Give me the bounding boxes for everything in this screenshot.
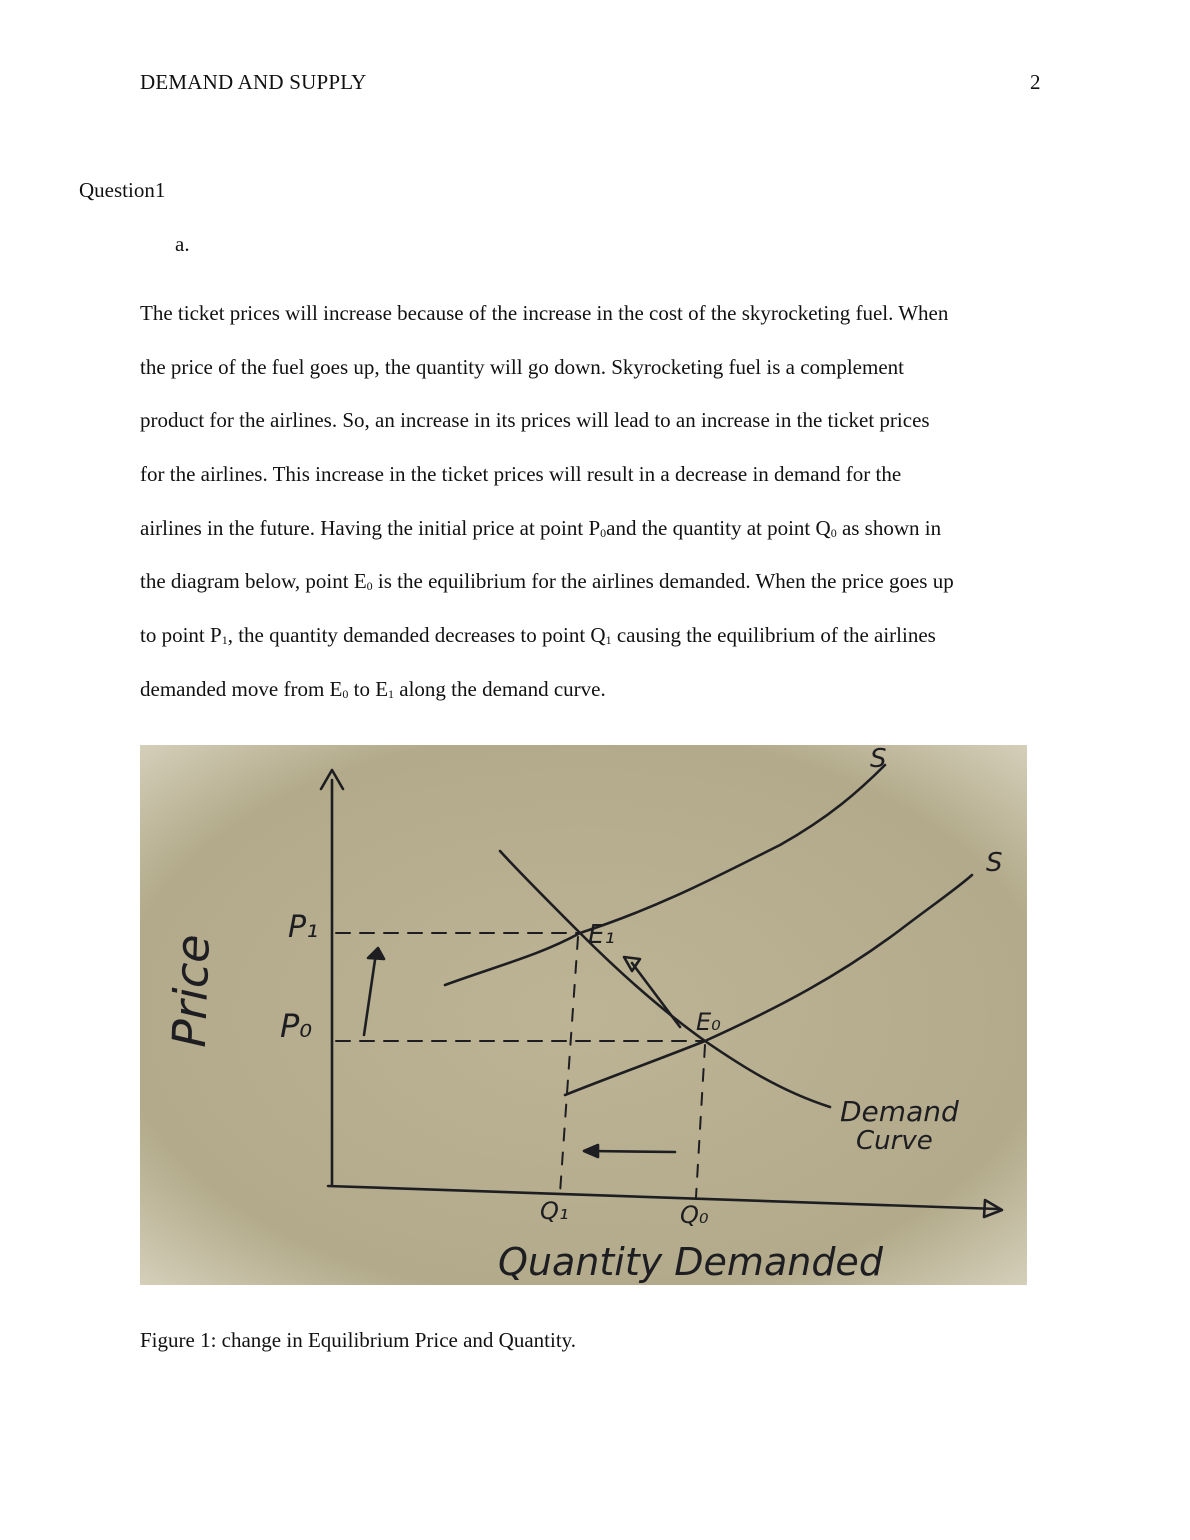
paragraph-line-7: to point $P_1$, the quantity demanded decreases to point $Q_1$ causing the equilibrium of the airlines <box>140 623 936 647</box>
supply-lower-label: S <box>986 848 1003 878</box>
page-number: 2 <box>1030 70 1041 94</box>
paragraph-line-4: for the airlines. This increase in the ticket prices will result in a decrease in demand for the <box>140 462 902 486</box>
question-part-label: a. <box>175 232 190 256</box>
figure-caption: Figure 1: change in Equilibrium Price and Quantity. <box>140 1328 577 1352</box>
quantity-decrease-arrow <box>590 1151 675 1152</box>
paragraph-line-3: product for the airlines. So, an increase in its prices will lead to an increase in the ticket prices <box>140 408 930 432</box>
supply-upper-label: S <box>870 745 887 774</box>
q0-label: Q₀ <box>680 1201 709 1229</box>
q1-label: Q₁ <box>540 1197 569 1225</box>
hand-drawn-diagram <box>140 745 1027 1285</box>
paragraph-line-2: the price of the fuel goes up, the quantity will go down. Skyrocketing fuel is a complement <box>140 355 904 379</box>
running-header: DEMAND AND SUPPLY <box>140 70 367 94</box>
demand-curve-label-line2: Curve <box>856 1126 933 1156</box>
paragraph-line-8: demanded move from $E_0$ to $E_1$ along the demand curve. <box>140 677 606 701</box>
paper-background <box>140 745 1027 1285</box>
supply-demand-figure <box>140 745 1027 1285</box>
paragraph-line-1: The ticket prices will increase because of the increase in the cost of the skyrocketing fuel. When <box>140 301 949 325</box>
paragraph-line-6: the diagram below, point $E_0$ is the equilibrium for the airlines demanded. When the price goes up <box>140 569 954 593</box>
y-axis-label: Price <box>161 933 220 1049</box>
e0-label: E₀ <box>696 1008 721 1036</box>
x-axis-label: Quantity Demanded <box>498 1240 883 1284</box>
paragraph-line-5: airlines in the future. Having the initial price at point $P_0and$ the quantity at point $Q_0$ as shown in <box>140 516 942 540</box>
e1-label: E₁ <box>588 920 615 950</box>
p0-label: P₀ <box>280 1007 313 1045</box>
demand-curve-label-line1: Demand <box>840 1095 959 1128</box>
p1-label: P₁ <box>288 910 319 945</box>
question-heading: Question1 <box>79 178 166 202</box>
